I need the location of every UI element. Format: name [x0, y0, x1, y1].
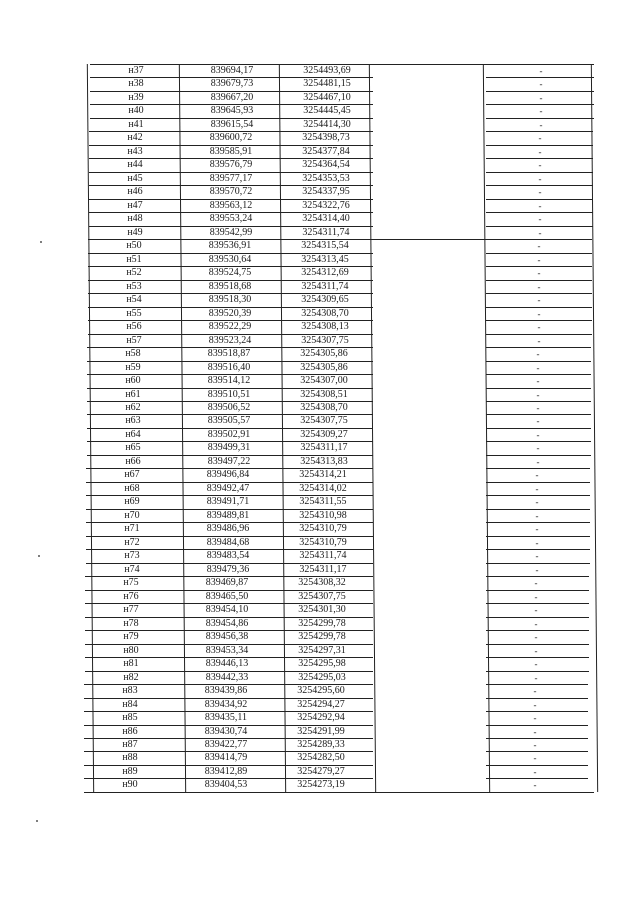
y-coordinate-cell: 3254273,19: [297, 779, 345, 791]
x-coordinate-cell: 839497,22: [207, 455, 251, 467]
y-coordinate-cell: 3254353,53: [302, 172, 350, 184]
value-cell: -: [534, 591, 538, 602]
value-cell: -: [535, 510, 539, 521]
value-cell: -: [537, 335, 541, 346]
value-cell: -: [534, 645, 538, 656]
point-cell: н54: [126, 294, 142, 306]
x-coordinate-cell: 839412,89: [204, 765, 248, 777]
point-cell: н51: [126, 253, 142, 265]
point-cell: н55: [126, 307, 142, 319]
table-row: [87, 361, 591, 374]
x-coordinate-cell: 839422,77: [204, 739, 248, 750]
scan-speck: [36, 820, 38, 822]
x-coordinate-cell: 839667,20: [210, 91, 254, 103]
x-coordinate-cell: 839518,30: [208, 294, 252, 306]
y-coordinate-cell: 3254305,86: [300, 348, 348, 360]
x-coordinate-cell: 839553,24: [209, 213, 253, 225]
y-coordinate-cell: 3254289,33: [297, 739, 345, 750]
value-cell: -: [533, 686, 537, 697]
x-coordinate-cell: 839524,75: [208, 267, 252, 279]
y-coordinate-cell: 3254314,21: [299, 469, 347, 481]
y-coordinate-cell: 3254292,94: [297, 712, 345, 724]
table-row: [86, 522, 590, 535]
x-coordinate-cell: 839542,99: [209, 226, 253, 238]
y-coordinate-cell: 3254308,13: [301, 321, 349, 333]
y-coordinate-cell: 3254311,74: [301, 280, 349, 292]
x-coordinate-cell: 839435,11: [204, 712, 248, 724]
x-coordinate-cell: 839523,24: [208, 334, 252, 346]
value-cell: -: [538, 187, 542, 198]
value-cell: -: [537, 308, 541, 319]
x-coordinate-cell: 839456,38: [205, 631, 249, 643]
x-coordinate-cell: 839505,57: [207, 415, 251, 427]
point-cell: н71: [124, 523, 140, 535]
value-cell: -: [537, 241, 541, 252]
x-coordinate-cell: 839492,47: [206, 482, 250, 494]
point-cell: н48: [127, 213, 143, 225]
y-coordinate-cell: 3254297,31: [298, 644, 346, 656]
point-cell: н56: [126, 321, 142, 333]
value-cell: -: [538, 173, 542, 184]
point-cell: н58: [125, 348, 141, 360]
point-cell: н78: [123, 617, 139, 629]
table-row: [86, 509, 590, 522]
value-cell: -: [535, 537, 539, 548]
point-cell: н84: [122, 698, 138, 710]
table-row: [85, 603, 589, 616]
y-coordinate-cell: 3254493,69: [303, 65, 351, 76]
value-cell: -: [535, 524, 539, 535]
value-cell: -: [536, 429, 540, 440]
value-cell: -: [539, 66, 543, 76]
y-coordinate-cell: 3254364,54: [302, 159, 350, 171]
x-coordinate-cell: 839465,50: [205, 590, 249, 602]
table-row: [89, 185, 593, 198]
table-row: [89, 226, 593, 239]
y-coordinate-cell: 3254314,02: [299, 482, 347, 494]
point-cell: н83: [122, 685, 138, 697]
y-coordinate-cell: 3254467,10: [303, 91, 351, 103]
y-coordinate-cell: 3254295,03: [298, 671, 346, 683]
value-cell: -: [539, 79, 543, 90]
y-coordinate-cell: 3254282,50: [297, 752, 345, 764]
table-row: [85, 590, 589, 603]
column-rule: [591, 64, 598, 792]
x-coordinate-cell: 839469,87: [205, 577, 249, 589]
point-cell: н46: [127, 186, 143, 198]
x-coordinate-cell: 839645,93: [210, 105, 254, 117]
table-row: [84, 698, 588, 711]
table-row: [87, 414, 591, 427]
table-row: [84, 711, 588, 724]
point-cell: н81: [123, 658, 139, 670]
value-cell: -: [535, 564, 539, 575]
x-coordinate-cell: 839454,86: [205, 617, 249, 629]
y-coordinate-cell: 3254279,27: [297, 765, 345, 777]
point-cell: н60: [125, 375, 141, 387]
value-cell: -: [537, 322, 541, 333]
point-cell: н64: [125, 428, 141, 440]
point-cell: н62: [125, 402, 141, 413]
y-coordinate-cell: 3254312,69: [301, 267, 349, 279]
x-coordinate-cell: 839489,81: [206, 509, 250, 521]
y-coordinate-cell: 3254313,45: [301, 253, 349, 265]
table-row: [87, 374, 591, 387]
table-row: [86, 482, 590, 495]
x-coordinate-cell: 839679,73: [210, 78, 254, 90]
value-cell: -: [534, 605, 538, 616]
y-coordinate-cell: 3254337,95: [302, 186, 350, 198]
y-coordinate-cell: 3254294,27: [297, 698, 345, 710]
table-row: [90, 118, 594, 131]
value-cell: -: [538, 160, 542, 171]
table-row: [88, 239, 592, 252]
point-cell: н38: [128, 78, 144, 90]
point-cell: н86: [122, 725, 138, 737]
table-row: [85, 657, 589, 670]
y-coordinate-cell: 3254291,99: [297, 725, 345, 737]
y-coordinate-cell: 3254311,55: [299, 496, 347, 508]
x-coordinate-cell: 839499,31: [207, 442, 251, 454]
table-row: [87, 428, 591, 441]
point-cell: н70: [124, 509, 140, 521]
y-coordinate-cell: 3254299,78: [298, 617, 346, 629]
point-cell: н45: [127, 172, 143, 184]
point-cell: н85: [122, 712, 138, 724]
value-cell: -: [534, 578, 538, 589]
value-cell: -: [533, 726, 537, 737]
table-row: [85, 644, 589, 657]
y-coordinate-cell: 3254295,60: [297, 685, 345, 697]
table-row: [84, 738, 588, 751]
point-cell: н42: [127, 132, 143, 144]
value-cell: -: [536, 349, 540, 360]
table-row: [88, 280, 592, 293]
point-cell: н82: [123, 671, 139, 683]
x-coordinate-cell: 839520,39: [208, 307, 252, 319]
point-cell: н63: [125, 415, 141, 427]
value-cell: -: [536, 362, 540, 373]
value-cell: -: [533, 713, 537, 724]
y-coordinate-cell: 3254309,65: [301, 294, 349, 306]
y-coordinate-cell: 3254313,83: [300, 455, 348, 467]
table-row: [87, 388, 591, 401]
table-row: [87, 441, 591, 454]
method-column-cover: [373, 65, 486, 792]
table-row: [90, 77, 594, 90]
y-coordinate-cell: 3254310,98: [299, 509, 347, 521]
x-coordinate-cell: 839502,91: [207, 428, 251, 440]
value-cell: -: [538, 227, 542, 238]
point-cell: н50: [126, 240, 142, 252]
y-coordinate-cell: 3254307,75: [298, 590, 346, 602]
y-coordinate-cell: 3254310,79: [299, 523, 347, 535]
value-cell: -: [536, 389, 540, 400]
table-row: [89, 145, 593, 158]
scan-speck: [40, 241, 42, 243]
point-cell: н61: [125, 388, 141, 400]
y-coordinate-cell: 3254307,75: [301, 334, 349, 346]
x-coordinate-cell: 839516,40: [207, 361, 251, 373]
value-cell: -: [536, 443, 540, 454]
y-coordinate-cell: 3254445,45: [303, 105, 351, 117]
table-row: [84, 684, 588, 697]
value-cell: -: [538, 200, 542, 211]
value-cell: -: [535, 551, 539, 562]
value-cell: -: [533, 699, 537, 710]
x-coordinate-cell: 839430,74: [204, 725, 248, 737]
x-coordinate-cell: 839404,53: [204, 779, 248, 791]
table-row: [86, 495, 590, 508]
x-coordinate-cell: 839570,72: [209, 186, 253, 198]
y-coordinate-cell: 3254307,75: [300, 415, 348, 427]
value-cell: -: [536, 416, 540, 427]
y-coordinate-cell: 3254311,17: [299, 563, 347, 575]
table-row: [85, 630, 589, 643]
y-coordinate-cell: 3254398,73: [302, 132, 350, 144]
point-cell: н68: [124, 482, 140, 494]
x-coordinate-cell: 839479,36: [206, 563, 250, 575]
x-coordinate-cell: 839518,68: [208, 280, 252, 292]
table-row: [88, 334, 592, 347]
table-row: [84, 765, 588, 778]
value-cell: -: [536, 376, 540, 387]
point-cell: н76: [123, 590, 139, 602]
point-cell: н87: [122, 739, 138, 750]
y-coordinate-cell: 3254311,17: [300, 442, 348, 454]
y-coordinate-cell: 3254309,27: [300, 428, 348, 440]
table-row: [85, 576, 589, 589]
y-coordinate-cell: 3254310,79: [299, 536, 347, 548]
point-cell: н52: [126, 267, 142, 279]
y-coordinate-cell: 3254307,00: [300, 375, 348, 387]
table-row: [88, 307, 592, 320]
table-row: [86, 549, 590, 562]
table-row: [87, 401, 591, 414]
table-row: [89, 131, 593, 144]
x-coordinate-cell: 839439,86: [204, 685, 248, 697]
table-row: [86, 536, 590, 549]
point-cell: н65: [125, 442, 141, 454]
table-row: [88, 253, 592, 266]
value-cell: -: [537, 281, 541, 292]
value-cell: -: [533, 766, 537, 777]
x-coordinate-cell: 839510,51: [207, 388, 251, 400]
value-cell: -: [533, 740, 537, 750]
x-coordinate-cell: 839530,64: [208, 253, 252, 265]
value-cell: -: [534, 632, 538, 643]
y-coordinate-cell: 3254308,32: [298, 577, 346, 589]
x-coordinate-cell: 839453,34: [205, 644, 249, 656]
table-row: [88, 266, 592, 279]
point-cell: н53: [126, 280, 142, 292]
table-row: [84, 725, 588, 738]
y-coordinate-cell: 3254295,98: [298, 658, 346, 670]
table-bottom-rule: [84, 792, 594, 793]
x-coordinate-cell: 839563,12: [209, 199, 253, 211]
value-cell: -: [535, 497, 539, 508]
table-row: [84, 778, 588, 791]
point-cell: н73: [124, 550, 140, 562]
value-cell: -: [539, 106, 543, 117]
value-cell: -: [537, 295, 541, 306]
point-cell: н79: [123, 631, 139, 643]
value-cell: -: [534, 618, 538, 629]
x-coordinate-cell: 839506,52: [207, 402, 251, 413]
x-coordinate-cell: 839522,29: [208, 321, 252, 333]
value-cell: -: [538, 214, 542, 225]
x-coordinate-cell: 839518,87: [207, 348, 251, 360]
x-coordinate-cell: 839414,79: [204, 752, 248, 764]
point-cell: н75: [123, 577, 139, 589]
x-coordinate-cell: 839615,54: [210, 118, 254, 130]
point-cell: н44: [127, 159, 143, 171]
value-cell: -: [535, 470, 539, 481]
point-cell: н80: [123, 644, 139, 656]
x-coordinate-cell: 839514,12: [207, 375, 251, 387]
point-cell: н37: [128, 65, 144, 76]
y-coordinate-cell: 3254377,84: [302, 145, 350, 157]
method-group-divider: [372, 239, 486, 240]
point-cell: н39: [128, 91, 144, 103]
point-cell: н77: [123, 604, 139, 616]
x-coordinate-cell: 839585,91: [209, 145, 253, 157]
table-row: [87, 455, 591, 468]
table-row: [89, 158, 593, 171]
value-cell: -: [533, 780, 537, 791]
table-row: [86, 468, 590, 481]
x-coordinate-cell: 839576,79: [209, 159, 253, 171]
point-cell: н89: [122, 765, 138, 777]
y-coordinate-cell: 3254311,74: [299, 550, 347, 562]
point-cell: н57: [126, 334, 142, 346]
y-coordinate-cell: 3254315,54: [301, 240, 349, 252]
table-row: [89, 199, 593, 212]
point-cell: н67: [124, 469, 140, 481]
y-coordinate-cell: 3254308,51: [300, 388, 348, 400]
value-cell: -: [539, 92, 543, 103]
table-row: [88, 320, 592, 333]
y-coordinate-cell: 3254308,70: [300, 402, 348, 413]
value-cell: -: [539, 119, 543, 130]
point-cell: н59: [125, 361, 141, 373]
y-coordinate-cell: 3254314,40: [302, 213, 350, 225]
value-cell: -: [535, 483, 539, 494]
point-cell: н66: [125, 455, 141, 467]
y-coordinate-cell: 3254311,74: [302, 226, 350, 238]
table-row: [84, 751, 588, 764]
value-cell: -: [536, 403, 540, 413]
table-row: [90, 64, 594, 77]
table-row: [85, 671, 589, 684]
value-cell: -: [538, 146, 542, 157]
value-cell: -: [537, 254, 541, 265]
x-coordinate-cell: 839442,33: [205, 671, 249, 683]
x-coordinate-cell: 839486,96: [206, 523, 250, 535]
y-coordinate-cell: 3254322,76: [302, 199, 350, 211]
point-cell: н49: [127, 226, 143, 238]
x-coordinate-cell: 839454,10: [205, 604, 249, 616]
point-cell: н74: [124, 563, 140, 575]
point-cell: н72: [124, 536, 140, 548]
x-coordinate-cell: 839496,84: [206, 469, 250, 481]
table-row: [89, 172, 593, 185]
value-cell: -: [536, 456, 540, 467]
x-coordinate-cell: 839446,13: [205, 658, 249, 670]
point-cell: н47: [127, 199, 143, 211]
point-cell: н41: [128, 118, 144, 130]
value-cell: -: [534, 672, 538, 683]
y-coordinate-cell: 3254305,86: [300, 361, 348, 373]
table-row: [90, 91, 594, 104]
x-coordinate-cell: 839484,68: [206, 536, 250, 548]
point-cell: н88: [122, 752, 138, 764]
y-coordinate-cell: 3254481,15: [303, 78, 351, 90]
value-cell: -: [533, 753, 537, 764]
table-row: [87, 347, 591, 360]
point-cell: н40: [128, 105, 144, 117]
x-coordinate-cell: 839536,91: [208, 240, 252, 252]
x-coordinate-cell: 839600,72: [209, 132, 253, 144]
point-cell: н69: [124, 496, 140, 508]
x-coordinate-cell: 839577,17: [209, 172, 253, 184]
table-row: [85, 617, 589, 630]
x-coordinate-cell: 839483,54: [206, 550, 250, 562]
value-cell: -: [538, 133, 542, 144]
y-coordinate-cell: 3254299,78: [298, 631, 346, 643]
y-coordinate-cell: 3254308,70: [301, 307, 349, 319]
scan-speck: [38, 555, 40, 557]
point-cell: н90: [122, 779, 138, 791]
y-coordinate-cell: 3254301,30: [298, 604, 346, 616]
point-cell: н43: [127, 145, 143, 157]
x-coordinate-cell: 839491,71: [206, 496, 250, 508]
y-coordinate-cell: 3254414,30: [303, 118, 351, 130]
x-coordinate-cell: 839434,92: [204, 698, 248, 710]
table-row: [88, 293, 592, 306]
value-cell: -: [537, 268, 541, 279]
table-row: [90, 104, 594, 117]
table-row: [86, 563, 590, 576]
x-coordinate-cell: 839694,17: [210, 65, 254, 76]
table-row: [89, 212, 593, 225]
value-cell: -: [534, 659, 538, 670]
